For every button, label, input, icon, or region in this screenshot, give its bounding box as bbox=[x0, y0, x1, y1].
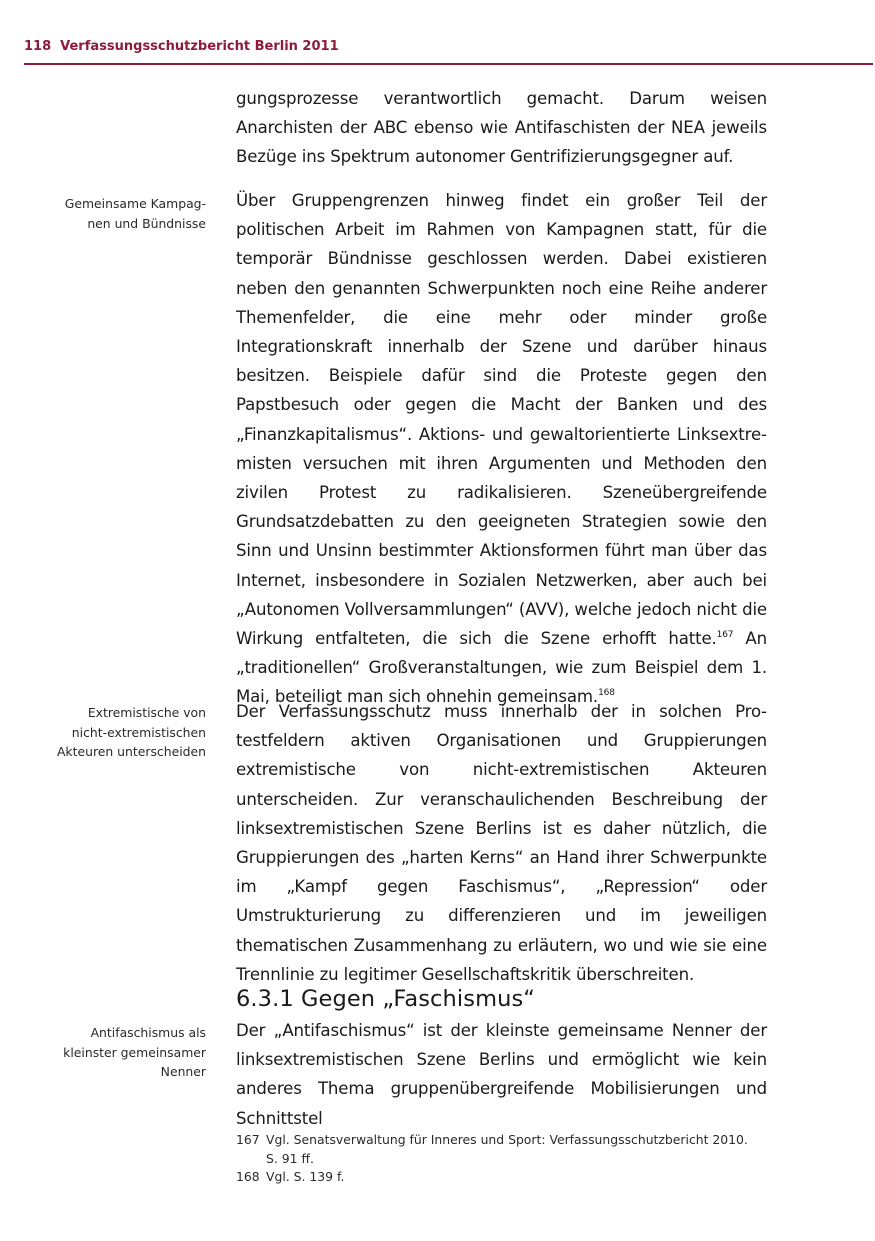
paragraph-1: gungsprozesse verantwortlich gemacht. Darum weisen Anarchisten der ABC ebenso wie Antifaschisten der NEA jeweils Bezüge ins Spektrum autonomer Gentrifizierungsgegner auf. bbox=[236, 89, 767, 167]
footnote-text bbox=[266, 1131, 796, 1168]
footnote-line: S. 91 ff. bbox=[266, 1150, 314, 1166]
running-title: Verfassungsschutzbericht Berlin 2011 bbox=[60, 39, 339, 54]
paragraph-2 bbox=[236, 186, 767, 712]
paragraph-4: Der „Antifaschismus“ ist der kleinste gemeinsame Nenner der linksextremistischen Szene Berlins und ermöglicht wie kein anderes Thema gruppenübergreifende Mobilisierungen und Schnittstel bbox=[236, 1021, 767, 1128]
page-number: 118 bbox=[24, 39, 52, 54]
margin-note-extremists bbox=[36, 703, 206, 762]
margin-note-line: nicht-extremistischen bbox=[71, 724, 206, 740]
margin-note-line: Nenner bbox=[160, 1064, 206, 1079]
footnote-line: Vgl. Senatsverwaltung für Inneres und Sport: Verfassungsschutzbericht 2010. bbox=[266, 1132, 748, 1147]
paragraph-2-text-cont: An „traditionellen“ Großveranstaltungen, wie zum Beispiel dem 1. Mai, beteiligt man sich ohnehin gemeinsam. bbox=[236, 629, 767, 707]
margin-note-line: nen und Bündnisse bbox=[87, 215, 206, 231]
footnote-ref-167[interactable]: 167 bbox=[716, 630, 734, 641]
running-head bbox=[24, 39, 339, 54]
footnote-168 bbox=[236, 1168, 796, 1187]
paragraph-3: Der Verfassungsschutz muss innerhalb der in solchen Protestfeldern aktiven Organisationen und Gruppierungen extremistische von nicht-extremistischen Akteuren unterscheiden. Zur veranschaulichenden Beschreibung der linksextremistischen Szene Berlins ist es daher nützlich, die Gruppierungen des „harten Kerns“ an Hand ihrer Schwerpunkte im „Kampf gegen Faschismus“, „Repression“ oder Umstrukturierung zu differenzieren und im jeweiligen thematischen Zusammenhang zu erläutern, wo und wie sie eine Trennlinie zu legitimer Gesellschaftskritik überschreiten. bbox=[236, 702, 767, 984]
margin-note-line: Akteuren unterscheiden bbox=[56, 744, 206, 759]
footnote-text bbox=[266, 1168, 796, 1187]
margin-note-antifascism bbox=[36, 1023, 206, 1082]
section-heading: 6.3.1 Gegen „Faschismus“ bbox=[236, 986, 536, 1012]
margin-note-line: Antifaschismus als bbox=[90, 1025, 206, 1040]
page-header bbox=[24, 39, 873, 65]
footnotes bbox=[236, 1131, 796, 1187]
margin-note-campaigns bbox=[36, 194, 206, 233]
footnote-line: Vgl. S. 139 f. bbox=[266, 1169, 345, 1184]
margin-note-line: Gemeinsame Kampag- bbox=[64, 196, 206, 211]
footnote-ref-168[interactable]: 168 bbox=[598, 688, 615, 699]
footnote-167 bbox=[236, 1131, 796, 1168]
margin-note-line: kleinster gemeinsamer bbox=[63, 1044, 206, 1060]
margin-note-line: Extremistische von bbox=[87, 705, 206, 720]
footnote-number: 167 bbox=[236, 1132, 260, 1147]
paragraph-2-text: Über Gruppengrenzen hinweg findet ein großer Teil der politischen Arbeit im Rahmen von Kampagnen statt, für die temporär Bündnisse geschlossen werden. Dabei existieren neben den genannten Schwerpunkten noch eine Reihe anderer Themenfelder, die eine mehr oder minder große Integrationskraft innerhalb der Szene und darüber hinaus besitzen. Beispiele dafür sind die Proteste gegen den Papstbesuch oder gegen die Macht der Banken und des „Finanzkapitalismus“. Aktions- und gewaltorientierte Linksextremisten versuchen mit ihren Argumenten und Methoden den zivilen Protest zu radikalisieren. Szeneübergreifende Grundsatzdebatten zu den geeigneten Strategien sowie den Sinn und Unsinn bestimmter Aktionsformen führt man über das Internet, insbesondere in Sozialen Netzwerken, aber auch bei „Autonomen Vollversammlungen“ (AVV), welche jedoch nicht die Wirkung entfalteten, die sich die Szene erhofft hatte. bbox=[236, 191, 767, 649]
footnote-number: 168 bbox=[236, 1169, 260, 1184]
